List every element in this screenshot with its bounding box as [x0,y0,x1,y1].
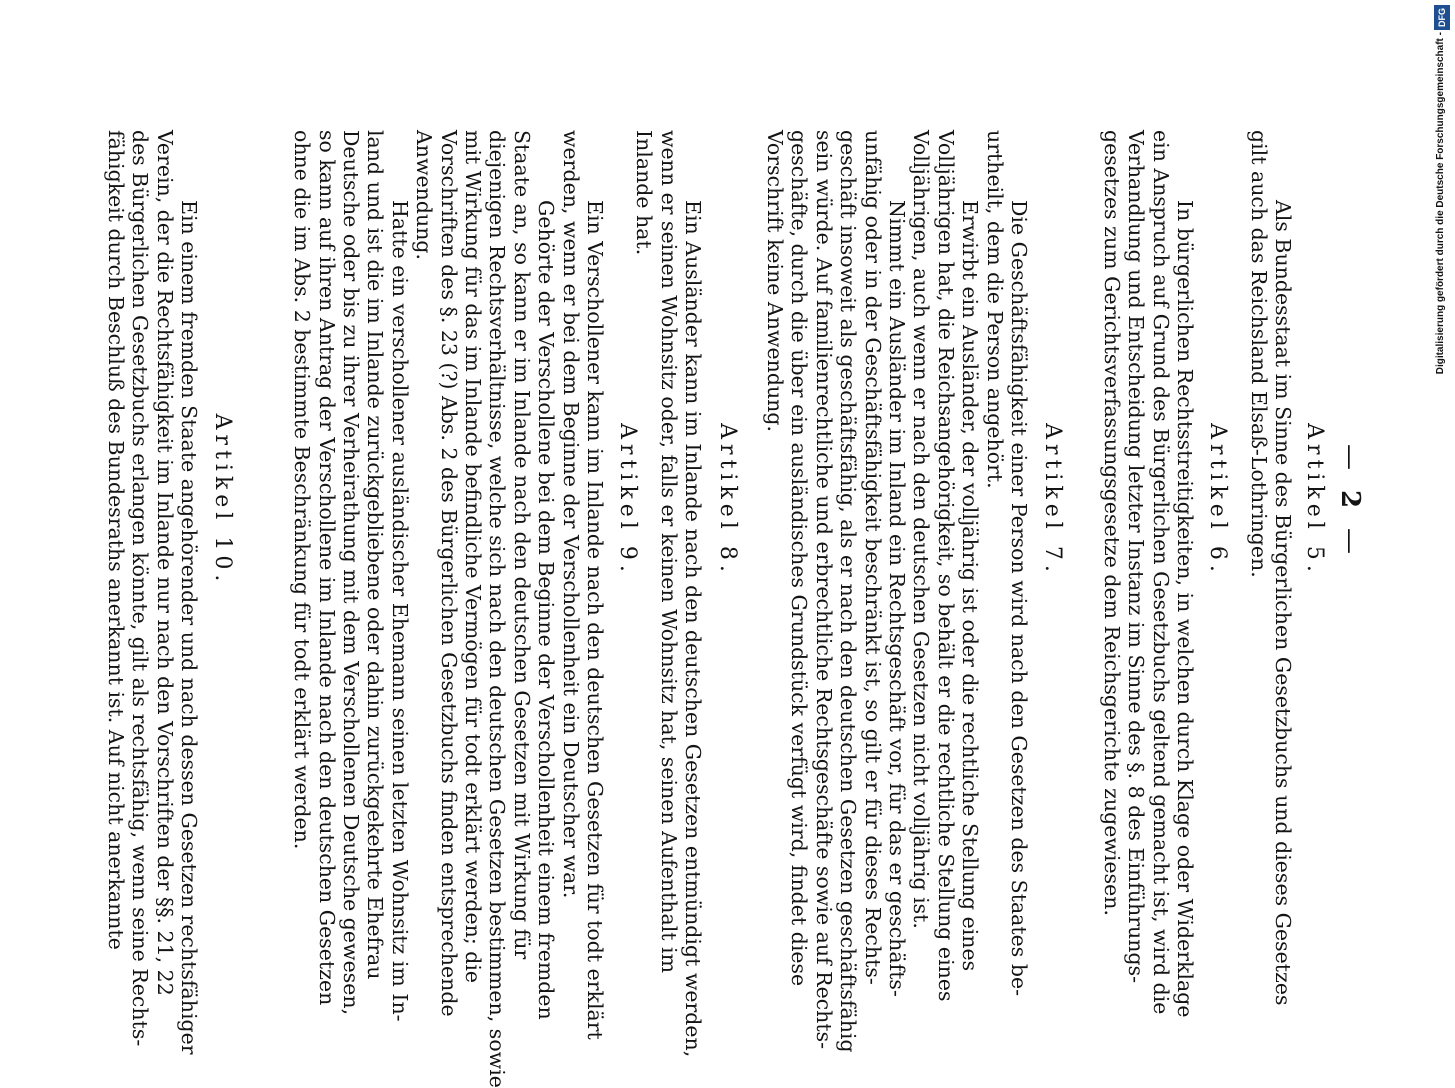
article-heading: Artikel 6. [1205,423,1230,577]
text-line-content: mit Wirkung für das im Inlande befindliche Vermögen für todt erklärt werden; die [461,130,486,984]
dfg-logo: DFG [1434,5,1450,30]
text-line-content: Gehörte der Verschollene bei dem Beginne der Verschollenheit einem fremden [534,200,559,1020]
text-line [412,0,436,1000]
text-line-content: fähigkeit durch Beschluß des Bundesraths anerkannt ist. Auf nicht anerkannte [103,130,128,950]
article-body [1246,0,1295,1006]
text-line [583,0,607,1040]
text-line [152,0,176,1000]
article-body [103,0,201,1055]
text-line [836,0,861,1053]
text-line-content: Vorschrift keine Anwendung. [763,130,788,432]
text-line-content: gilt auch das Reichsland Elsaß-Lothringen. [1246,130,1271,578]
text-line-content: Deutsche oder bis zu ihrer Verheirathung mit dem Verschollenen Deutsche gewesen, [339,130,364,1016]
text-line [1124,0,1148,1000]
text-line-content: wenn er seinen Wohnsitz oder, falls er keinen Wohnsitz hat, seinen Aufenthalt im [656,130,681,974]
text-line-content: Verhandlung und Entscheidung letzter Instanz im Sinne des §. 8 des Einführungs- [1124,130,1149,984]
text-line-content: land und ist die im Inlande zurückgebliebene oder dahin zurückgekehrte Ehefrau [363,130,388,980]
text-line-content: ein Anspruch auf Grund des Bürgerlichen Gesetzbuchs geltend gemacht ist, wird die [1148,130,1173,1015]
text-line [436,0,461,1017]
article-heading: Artikel 9. [615,423,640,577]
text-line-content: so kann auf ihren Antrag der Verschollene im Inlande nach den deutschen Gesetzen [314,130,339,1006]
text-line [387,0,412,1022]
text-line [958,0,982,1000]
text-line-content: Volljährigen, auch wenn er nach den deutschen Gesetzen nicht volljährig ist. [909,130,934,929]
text-line-content: sein würde. Auf familienrechtliche und erbrechtliche Rechtsgeschäfte sowie auf Rechts- [811,130,836,1050]
text-line [860,0,884,1000]
text-line-content: Vorschriften des §. 23 (?) Abs. 2 des Bürgerlichen Gesetzbuchs finden entsprechende [436,130,461,1017]
text-line [1148,0,1173,1015]
text-line-content: geschäft insoweit als geschäftsfähig, als er nach den deutschen Gesetzen geschäftsfähig [836,130,861,1053]
text-line [128,0,153,1047]
text-line [1246,0,1270,1000]
text-line [909,0,933,1000]
credit-text: Digitalisierung gefördert durch die Deutsche Forschungsgemeinschaft - [1435,32,1446,375]
article-body [1099,0,1197,1018]
text-line [656,0,680,1000]
text-line [485,0,510,1088]
text-line-content: Anwendung. [412,130,437,261]
text-line [933,0,957,1000]
text-line-content: Ein Ausländer kann im Inlande nach den deutschen Gesetzen entmündigt werden, [681,200,705,1058]
text-line [763,0,787,1000]
text-line-content: geschäfte, durch die über ein ausländisches Grundstück verfügt wird, findet diese [787,130,812,987]
text-line-content: Ein Verschollener kann im Inlande nach den deutschen Gesetzen für todt erklärt [583,200,607,1040]
text-line-content: Hatte ein verschollener ausländischer Ehemann seinen letzten Wohnsitz im In- [387,200,412,1022]
article-heading: Artikel 10. [210,413,235,587]
text-line-content: Ein einem fremden Staate angehörender und nach dessen Gesetzen rechtsfähiger [177,200,201,1055]
article-body [763,0,1031,1053]
text-line [681,0,705,1058]
text-line [558,0,582,1000]
digitization-credit [1432,0,1455,1000]
text-line [1173,0,1197,1018]
text-line-content: gesetzes zum Gerichtsverfassungsgesetze dem Reichsgerichte zugewiesen. [1099,130,1124,916]
text-line-content: Volljährigen hat, die Reichsangehörigkeit, so behält er die rechtliche Stellung eines [933,130,958,1002]
text-line-content: Staate an, so kann er im Inlande nach den deutschen Gesetzen mit Wirkung für [509,130,534,960]
text-line [290,0,314,1000]
text-line-content: Als Bundesstaat im Sinne des Bürgerlichen Gesetzbuchs und dieses Gesetzes [1271,200,1295,1006]
text-line-content: werden, wenn er bei dem Beginne der Verschollenheit ein Deutscher war. [558,130,583,899]
text-line [461,0,485,1000]
text-line [1099,0,1123,1000]
text-line [177,0,201,1055]
article-heading: Artikel 7. [1040,423,1065,577]
text-line [885,0,909,1000]
article-heading: Artikel 8. [715,423,740,577]
text-line [509,0,533,1000]
text-line-content: ohne die im Abs. 2 bestimmte Beschränkung für todt erklärt werden. [290,130,315,850]
text-line [314,0,339,1006]
article-body [632,0,705,1058]
text-line [339,0,364,1016]
text-line [103,0,127,1000]
text-line-content: Verein, der die Rechtsfähigkeit im Inlande nur nach den Vorschriften der §§. 21, 22 [152,130,177,996]
text-line [811,0,836,1050]
text-line-content: diejenigen Rechtsverhältnisse, welche sich nach den deutschen Gesetzen bestimmen, sowie [485,130,510,1088]
article-heading: Artikel 5. [1302,423,1327,577]
text-line-content: In bürgerlichen Rechtsstreitigkeiten, in welchen durch Klage oder Widerklage [1173,200,1197,1018]
text-line-content: unfähig oder in der Geschäftsfähigkeit beschränkt ist, so gilt er für dieses Rechts- [860,130,885,985]
text-line-content: Die Geschäftsfähigkeit einer Person wird nach den Gesetzen des Staates be- [1007,200,1031,996]
text-line [363,0,387,1000]
text-line-content: Erwirbt ein Ausländer, der volljährig ist oder die rechtliche Stellung eines [958,200,983,972]
article-body [290,0,607,1088]
text-line [982,0,1006,1000]
text-line-content: des Bürgerlichen Gesetzbuchs erlangen könnte, gilt als rechtsfähig, wenn seine Rechts- [128,130,153,1047]
text-line [1007,0,1031,1000]
page-number: —2— [1335,443,1365,557]
text-line-content: Nimmt ein Ausländer im Inland ein Rechtsgeschäft vor, für das er geschäfts- [885,200,910,997]
text-line-content: urtheilt, dem die Person angehört. [982,130,1007,489]
text-line-content: Inlande hat. [632,130,657,256]
text-line [1271,0,1295,1006]
text-line [534,0,559,1020]
text-line [787,0,811,1000]
